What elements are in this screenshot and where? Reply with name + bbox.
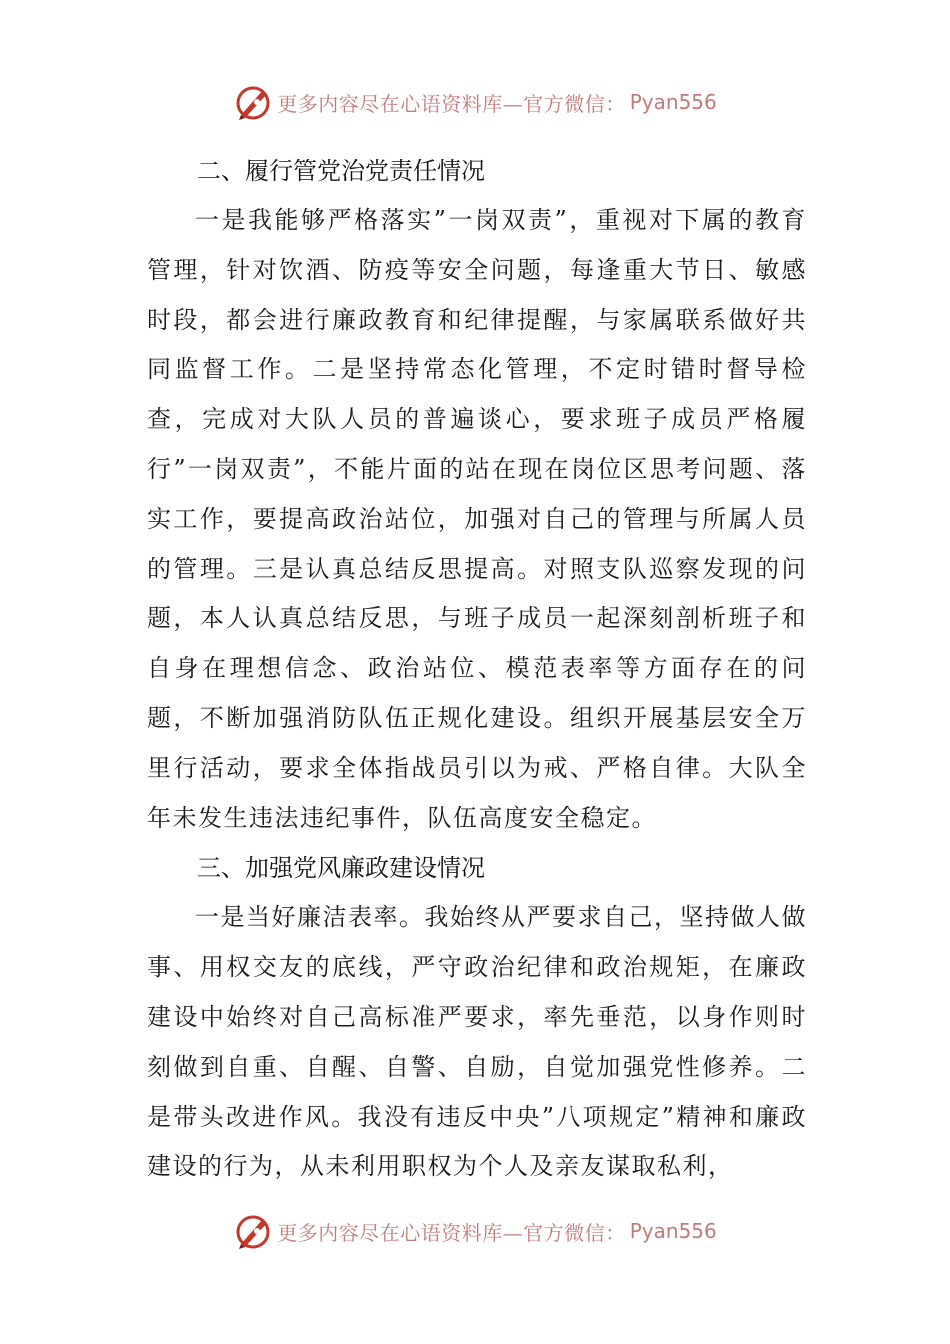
section-paragraph: 一是我能够严格落实”一岗双责”，重视对下属的教育管理，针对饮酒、防疫等安全问题，每逢重大节日、敏感时段，都会进行廉政教育和纪律提醒，与家属联系做好共同监督工作。二是坚持常态化管理，不定时错时督导检查，完成对大队人员的普遍谈心，要求班子成员严格履行”一岗双责”，不能片面的站在现在岗位区思考问题、落实工作，要提高政治站位，加强对自己的管理与所属人员的管理。三是认真总结反思提高。对照支队巡察发现的问题，本人认真总结反思，与班子成员一起深刻剖析班子和自身在理想信念、政治站位、模范表率等方面存在的问题，不断加强消防队伍正规化建设。组织开展基层安全万里行活动，要求全体指战员引以为戒、严格自律。大队全年未发生违法违纪事件，队伍高度安全稳定。	[147, 206, 807, 832]
banner-wechat-id: Pyan556	[629, 1219, 717, 1243]
section-heading: 二、履行管党治党责任情况	[197, 157, 485, 185]
header-banner	[0, 82, 950, 122]
document-body	[147, 146, 807, 1192]
banner-text: 更多内容尽在心语资料库—官方微信：	[277, 91, 626, 116]
pen-logo-icon	[233, 1211, 273, 1251]
section-paragraph: 一是当好廉洁表率。我始终从严要求自己，坚持做人做事、用权交友的底线，严守政治纪律和政治规矩，在廉政建设中始终对自己高标准严要求，率先垂范，以身作则时刻做到自重、自醒、自警、自励，自觉加强党性修养。二是带头改进作风。我没有违反中央”八项规定”精神和廉政建设的行为，从未利用职权为个人及亲友谋取私利，	[147, 903, 807, 1181]
pen-logo-icon	[233, 82, 273, 122]
banner-text: 更多内容尽在心语资料库—官方微信：	[277, 1220, 626, 1245]
footer-banner	[0, 1211, 950, 1251]
section-heading: 三、加强党风廉政建设情况	[197, 854, 485, 883]
banner-wechat-id: Pyan556	[629, 90, 717, 114]
